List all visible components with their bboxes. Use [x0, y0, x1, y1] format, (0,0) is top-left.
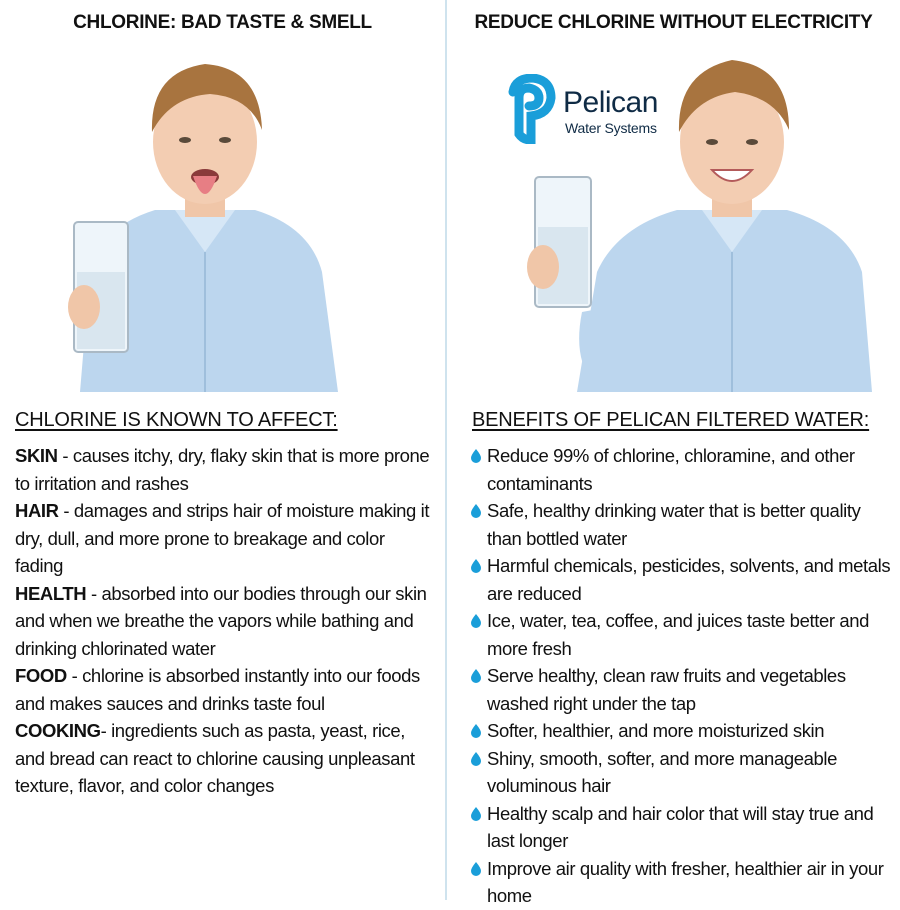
- logo-name: Pelican: [563, 86, 658, 119]
- water-drop-icon: [469, 503, 483, 519]
- benefit-item: [469, 717, 894, 745]
- benefit-item: [469, 442, 894, 497]
- water-drop-icon: [469, 668, 483, 684]
- affect-item-hair: [15, 497, 435, 580]
- pelican-logo-icon: [505, 74, 557, 144]
- benefit-item: [469, 497, 894, 552]
- affect-text: - ingredients such as pasta, yeast, rice, and bread can react to chlorine causing unpleasant texture, flavor, and color changes: [15, 720, 415, 796]
- boy-tongue-out-photo: [60, 42, 350, 392]
- affect-text: - damages and strips hair of moisture making it dry, dull, and more prone to breakage and color fading: [15, 500, 430, 576]
- affect-term: HAIR: [15, 500, 59, 521]
- benefit-item: [469, 800, 894, 855]
- water-drop-icon: [469, 723, 483, 739]
- affect-text: - causes itchy, dry, flaky skin that is more prone to irritation and rashes: [15, 445, 430, 494]
- benefit-item: [469, 662, 894, 717]
- benefit-text: Serve healthy, clean raw fruits and vegetables washed right under the tap: [487, 665, 846, 714]
- benefit-list: [469, 442, 894, 910]
- affect-term: HEALTH: [15, 582, 87, 604]
- benefit-item: [469, 855, 894, 910]
- left-section-title: CHLORINE IS KNOWN TO AFFECT:: [15, 409, 338, 431]
- affect-item-health: [15, 580, 435, 663]
- affect-item-skin: [15, 442, 435, 497]
- benefit-text: Reduce 99% of chlorine, chloramine, and other contaminants: [487, 445, 855, 494]
- benefit-item: [469, 745, 894, 800]
- affect-term: SKIN: [15, 445, 58, 466]
- benefit-text: Safe, healthy drinking water that is better quality than bottled water: [487, 500, 861, 549]
- affect-term: FOOD: [15, 665, 67, 686]
- benefit-text: Harmful chemicals, pesticides, solvents, and metals are reduced: [487, 555, 891, 604]
- benefit-item: [469, 607, 894, 662]
- benefit-item: [469, 552, 894, 607]
- water-drop-icon: [469, 448, 483, 464]
- affect-list: [15, 442, 435, 800]
- logo-subtitle: Water Systems: [565, 120, 657, 136]
- water-drop-icon: [469, 806, 483, 822]
- benefit-text: Softer, healthier, and more moisturized skin: [487, 720, 825, 741]
- affect-term: COOKING: [15, 720, 101, 741]
- affect-text: - chlorine is absorbed instantly into our foods and makes sauces and drinks taste foul: [15, 665, 420, 714]
- benefit-text: Healthy scalp and hair color that will stay true and last longer: [487, 802, 874, 851]
- column-divider: [445, 0, 447, 900]
- affect-text: - absorbed into our bodies through our skin and when we breathe the vapors while bathing and drinking chlorinated water: [15, 582, 427, 659]
- affect-item-food: [15, 662, 435, 717]
- benefit-text: Shiny, smooth, softer, and more manageable voluminous hair: [487, 747, 837, 796]
- benefit-text: Ice, water, tea, coffee, and juices taste better and more fresh: [487, 610, 869, 659]
- benefit-text: Improve air quality with fresher, healthier air in your home: [487, 857, 884, 906]
- left-heading: CHLORINE: BAD TASTE & SMELL: [73, 12, 372, 33]
- right-section-title: BENEFITS OF PELICAN FILTERED WATER:: [472, 409, 870, 431]
- pelican-logo: [505, 74, 675, 144]
- water-drop-icon: [469, 861, 483, 877]
- right-heading: REDUCE CHLORINE WITHOUT ELECTRICITY: [474, 12, 873, 33]
- water-drop-icon: [469, 613, 483, 629]
- water-drop-icon: [469, 558, 483, 574]
- water-drop-icon: [469, 751, 483, 767]
- affect-item-cooking: [15, 717, 435, 800]
